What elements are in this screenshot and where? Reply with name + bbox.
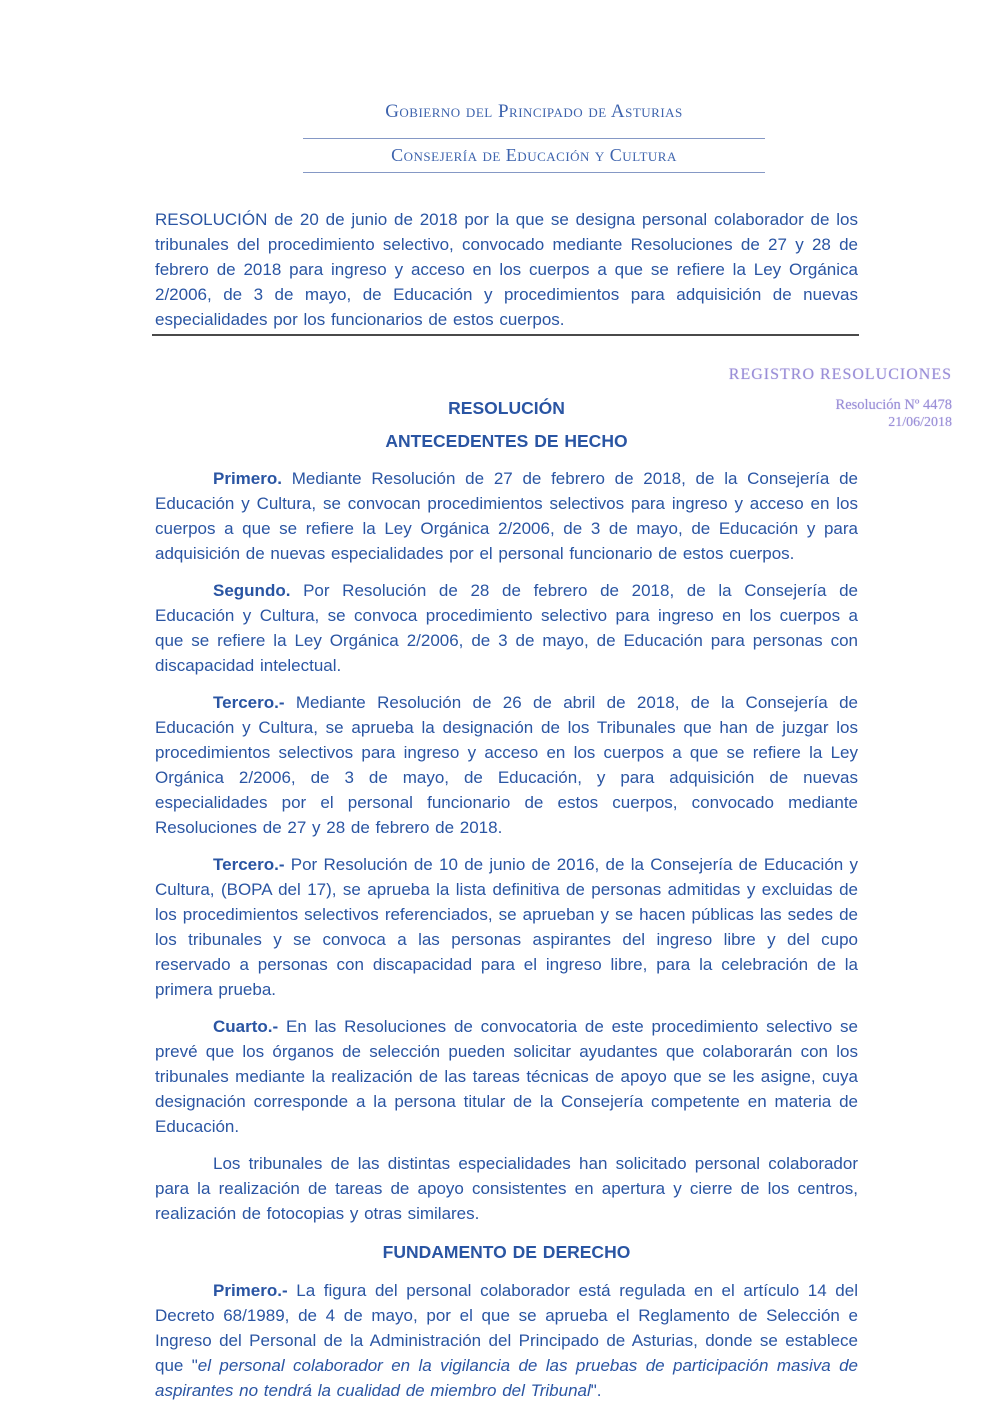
intro-divider [152,334,859,336]
fundamento-title: FUNDAMENTO DE DERECHO [382,1242,631,1262]
stamp-date: 21/06/2018 [888,415,952,430]
fundamento-paragraph-1 [155,1278,858,1403]
paragraph-body: Los tribunales de las distintas especialidades han solicitado personal colaborador para la realización de tareas de apoyo consistentes en apertura y cierre de los centros, realización de fotocopias y otras similares. [155,1154,858,1223]
stamp-registry-label: REGISTRO RESOLUCIONES [728,366,952,383]
paragraph-body: Por Resolución de 10 de junio de 2016, de la Consejería de Educación y Cultura, (BOPA del 17), se aprueba la lista definitiva de personas admitidas y excluidas de los procedimientos selectivos referenciados, se aprueban y se hacen públicas las sedes de los tribunales y se convoca a las personas aspirantes del ingreso libre y del cupo reservado a personas con discapacidad para el ingreso libre, para la celebración de la primera prueba. [155,855,858,999]
antecedente-paragraph-2 [155,578,858,678]
org-name: Gobierno del Principado de Asturias [385,101,683,122]
stamp-resolution-number: Resolución Nº 4478 [835,397,952,413]
resolution-title: RESOLUCIÓN [448,398,565,418]
paragraph-lead: Primero.- [213,1281,288,1300]
antecedente-paragraph-1 [155,466,858,566]
paragraph-body: En las Resoluciones de convocatoria de este procedimiento selectivo se prevé que los órganos de selección pueden solicitar ayudantes que colaborarán con los tribunales mediante la realización de las tareas técnicas de apoyo que se les asigne, cuya designación corresponde a la persona titular de la Consejería competente en materia de Educación. [155,1017,858,1136]
paragraph-lead: Tercero.- [213,693,285,712]
paragraph-lead: Segundo. [213,581,291,600]
paragraph-lead: Primero. [213,469,282,488]
antecedente-paragraph-6 [155,1151,858,1226]
dept-name: Consejería de Educación y Cultura [303,138,765,173]
government-letterhead [303,100,765,173]
paragraph-lead: Tercero.- [213,855,285,874]
paragraph-body: La figura del personal colaborador está regulada en el artículo 14 del Decreto 68/1989, de 4 de mayo, por el que se aprueba el Reglamento de Selección e Ingreso del Personal de la Administración del Principado de Asturias, donde se establece que " [155,1281,858,1375]
paragraph-body: Por Resolución de 28 de febrero de 2018, de la Consejería de Educación y Cultura, se convoca procedimiento selectivo para ingreso en los cuerpos a que se refiere la Ley Orgánica 2/2006, de 3 de mayo, de Educación para personas con discapacidad intelectual. [155,581,858,675]
paragraph-body-end: ". [590,1381,602,1400]
antecedente-paragraph-5 [155,1014,858,1139]
quoted-legal-text: el personal colaborador en la vigilancia de las pruebas de participación masiva de aspirantes no tendrá la cualidad de miembro del Tribunal [155,1356,858,1400]
antecedente-paragraph-4 [155,852,858,1002]
paragraph-lead: Cuarto.- [213,1017,279,1036]
document-body [155,396,858,1413]
paragraph-body: Mediante Resolución de 27 de febrero de 2018, de la Consejería de Educación y Cultura, se convocan procedimientos selectivos para ingreso y acceso en los cuerpos a que se refiere la Ley Orgánica 2/2006, de 3 de mayo, de Educación y para adquisición de nuevas especialidades por el personal funcionario de estos cuerpos. [155,469,858,563]
antecedente-paragraph-3 [155,690,858,840]
paragraph-body: Mediante Resolución de 26 de abril de 2018, de la Consejería de Educación y Cultura, se aprueba la designación de los Tribunales que han de juzgar los procedimientos selectivos para ingreso y acceso en los cuerpos a que se refiere la Ley Orgánica 2/2006, de 3 de mayo, de Educación, y para adquisición de nuevas especialidades por el personal funcionario de estos cuerpos, convocado mediante Resoluciones de 27 y 28 de febrero de 2018. [155,693,858,837]
intro-paragraph: RESOLUCIÓN de 20 de junio de 2018 por la que se designa personal colaborador de los tribunales del procedimiento selectivo, convocado mediante Resoluciones de 27 y 28 de febrero de 2018 para ingreso y acceso en los cuerpos a que se refiere la Ley Orgánica 2/2006, de 3 de mayo, de Educación y procedimientos para adquisición de nuevas especialidades por los funcionarios de estos cuerpos. [155,210,858,329]
antecedentes-title: ANTECEDENTES DE HECHO [385,431,628,451]
